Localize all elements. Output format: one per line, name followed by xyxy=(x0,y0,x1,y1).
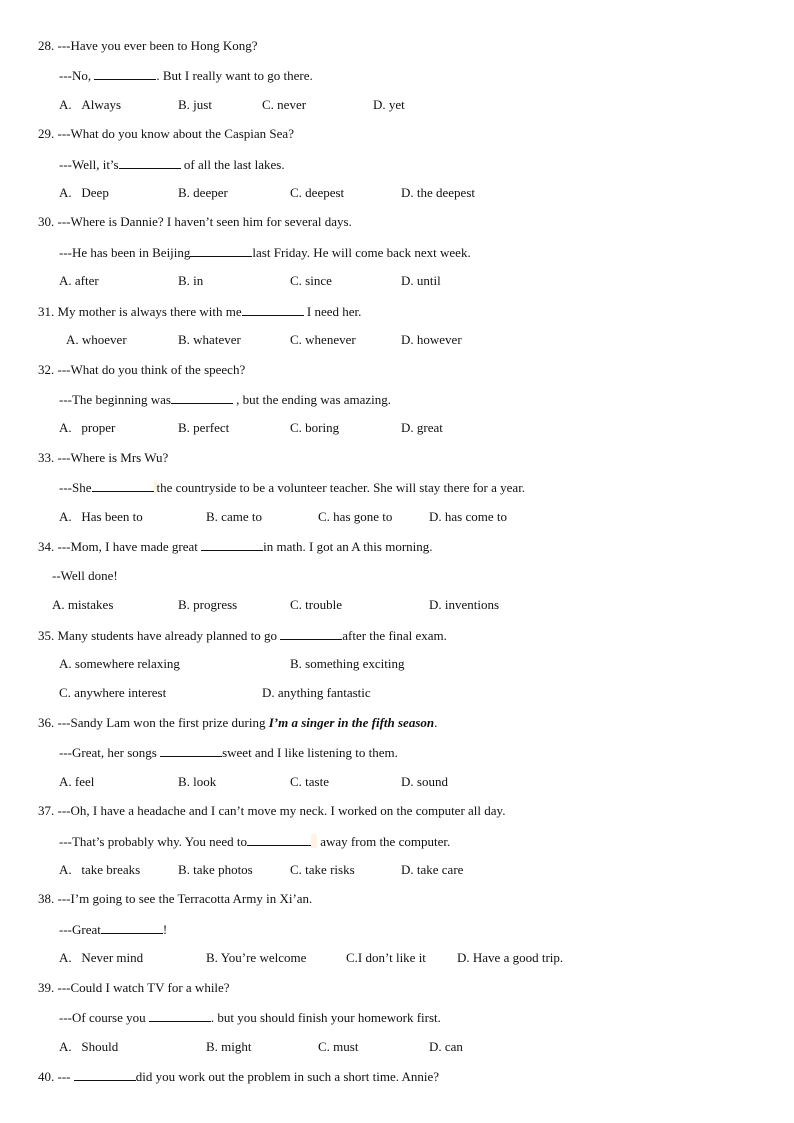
answer-blank[interactable] xyxy=(160,744,222,757)
reply-text: away from the computer. xyxy=(317,834,451,849)
question-36-answer-line xyxy=(59,744,398,761)
reply-text: the countryside to be a volunteer teacher. She will stay there for a year. xyxy=(156,480,526,495)
question-36-option-d[interactable]: D. sound xyxy=(401,774,448,789)
reply-text: ---That’s probably why. You need to xyxy=(59,834,247,849)
question-38-option-b[interactable]: B. You’re welcome xyxy=(206,950,307,965)
question-32-option-a[interactable]: A. proper xyxy=(59,420,116,435)
question-36-stem xyxy=(38,715,437,731)
question-32-option-b[interactable]: B. perfect xyxy=(178,420,230,435)
question-39-option-d[interactable]: D. can xyxy=(429,1039,463,1054)
question-33-answer-line xyxy=(59,479,525,496)
question-28-answer-line xyxy=(59,67,313,84)
question-29-option-b[interactable]: B. deeper xyxy=(178,185,228,200)
question-35-option-d[interactable]: D. anything fantastic xyxy=(262,685,371,700)
question-34-option-d[interactable]: D. inventions xyxy=(429,597,500,612)
question-38-answer-line xyxy=(59,921,167,938)
reply-text: ---She xyxy=(59,480,92,495)
question-35-option-a[interactable]: A. somewhere relaxing xyxy=(59,656,180,671)
question-32-option-d[interactable]: D. great xyxy=(401,420,443,435)
question-37-stem xyxy=(38,803,505,819)
question-28-option-c[interactable]: C. never xyxy=(262,97,307,112)
question-29-option-a[interactable]: A. Deep xyxy=(59,185,109,200)
question-34-option-a[interactable]: A. mistakes xyxy=(52,597,114,612)
answer-blank[interactable] xyxy=(190,244,252,257)
question-text: 40. --- xyxy=(38,1069,74,1084)
reply-text: of all the last lakes. xyxy=(180,157,285,172)
question-text: 37. ---Oh, I have a headache and I can’t move my neck. I worked on the computer all day. xyxy=(38,803,506,818)
question-28-option-d[interactable]: D. yet xyxy=(373,97,405,112)
question-text: . xyxy=(434,715,438,730)
question-text: 29. ---What do you know about the Caspian Sea? xyxy=(38,126,294,141)
question-text: I need her. xyxy=(303,304,362,319)
question-38-option-d[interactable]: D. Have a good trip. xyxy=(457,950,564,965)
reply-text: . but you should finish your homework first. xyxy=(210,1010,441,1025)
question-30-option-d[interactable]: D. until xyxy=(401,273,441,288)
reply-text: sweet and I like listening to them. xyxy=(222,745,398,760)
question-39-answer-line xyxy=(59,1009,441,1026)
reply-text: ---Great xyxy=(59,922,101,937)
question-34-option-c[interactable]: C. trouble xyxy=(290,597,342,612)
question-29-stem xyxy=(38,126,294,142)
question-text: 35. Many students have already planned to go xyxy=(38,628,281,643)
question-33-option-c[interactable]: C. has gone to xyxy=(318,509,393,524)
question-text: in math. I got an A this morning. xyxy=(263,539,433,554)
question-31-option-b[interactable]: B. whatever xyxy=(178,332,241,347)
question-38-stem xyxy=(38,891,312,907)
answer-blank[interactable] xyxy=(74,1068,136,1081)
show-title: I’m a singer in the fifth season xyxy=(268,715,435,730)
answer-blank[interactable] xyxy=(149,1009,211,1022)
question-29-answer-line xyxy=(59,156,285,173)
question-29-option-d[interactable]: D. the deepest xyxy=(401,185,476,200)
question-37-option-b[interactable]: B. take photos xyxy=(178,862,253,877)
question-31-option-c[interactable]: C. whenever xyxy=(290,332,356,347)
reply-text: ---Great, her songs xyxy=(59,745,161,760)
question-38-option-c[interactable]: C.I don’t like it xyxy=(346,950,426,965)
question-text: did you work out the problem in such a short time. Annie? xyxy=(135,1069,440,1084)
question-36-option-a[interactable]: A. feel xyxy=(59,774,95,789)
question-text: 28. ---Have you ever been to Hong Kong? xyxy=(38,38,258,53)
question-text: 36. ---Sandy Lam won the first prize during xyxy=(38,715,269,730)
question-35-stem xyxy=(38,627,447,644)
answer-blank[interactable] xyxy=(119,156,181,169)
answer-blank[interactable] xyxy=(171,391,233,404)
answer-blank[interactable] xyxy=(201,538,263,551)
question-33-option-a[interactable]: A. Has been to xyxy=(59,509,143,524)
answer-blank[interactable] xyxy=(247,833,311,846)
question-37-answer-line xyxy=(59,833,450,850)
question-text: 39. ---Could I watch TV for a while? xyxy=(38,980,230,995)
question-37-option-d[interactable]: D. take care xyxy=(401,862,464,877)
reply-text: ---The beginning was xyxy=(59,392,171,407)
question-39-option-c[interactable]: C. must xyxy=(318,1039,359,1054)
question-33-option-b[interactable]: B. came to xyxy=(206,509,262,524)
question-30-option-b[interactable]: B. in xyxy=(178,273,204,288)
reply-text: ---No, xyxy=(59,68,95,83)
question-35-option-c[interactable]: C. anywhere interest xyxy=(59,685,167,700)
question-35-option-b[interactable]: B. something exciting xyxy=(290,656,405,671)
question-29-option-c[interactable]: C. deepest xyxy=(290,185,345,200)
reply-text: ! xyxy=(162,922,168,937)
answer-blank[interactable] xyxy=(92,479,154,492)
reply-text: . But I really want to go there. xyxy=(156,68,313,83)
question-text: after the final exam. xyxy=(342,628,447,643)
answer-blank[interactable] xyxy=(94,67,156,80)
reply-text: ---Well, it’s xyxy=(59,157,119,172)
reply-text: , but the ending was amazing. xyxy=(232,392,392,407)
question-30-option-a[interactable]: A. after xyxy=(59,273,99,288)
question-38-option-a[interactable]: A. Never mind xyxy=(59,950,144,965)
question-32-option-c[interactable]: C. boring xyxy=(290,420,340,435)
question-34-stem xyxy=(38,538,433,555)
question-39-option-b[interactable]: B. might xyxy=(206,1039,252,1054)
answer-blank[interactable] xyxy=(101,921,163,934)
question-28-option-b[interactable]: B. just xyxy=(178,97,212,112)
question-33-stem xyxy=(38,450,168,466)
question-text: 33. ---Where is Mrs Wu? xyxy=(38,450,169,465)
question-32-stem xyxy=(38,362,245,378)
question-text: 30. ---Where is Dannie? I haven’t seen him for several days. xyxy=(38,214,352,229)
question-text: 32. ---What do you think of the speech? xyxy=(38,362,246,377)
question-text: 38. ---I’m going to see the Terracotta Army in Xi’an. xyxy=(38,891,313,906)
question-31-stem xyxy=(38,303,361,320)
question-36-option-b[interactable]: B. look xyxy=(178,774,217,789)
question-30-option-c[interactable]: C. since xyxy=(290,273,332,288)
question-40-stem xyxy=(38,1068,439,1085)
question-text: 34. ---Mom, I have made great xyxy=(38,539,202,554)
reply-text: --Well done! xyxy=(52,568,118,583)
answer-blank[interactable] xyxy=(280,627,342,640)
question-30-stem xyxy=(38,214,352,230)
question-28-stem xyxy=(38,38,257,54)
question-32-answer-line xyxy=(59,391,391,408)
question-31-option-a[interactable]: A. whoever xyxy=(66,332,127,347)
question-37-option-c[interactable]: C. take risks xyxy=(290,862,355,877)
answer-blank[interactable] xyxy=(242,303,304,316)
reply-text: last Friday. He will come back next week. xyxy=(252,245,471,260)
reply-text: ---Of course you xyxy=(59,1010,149,1025)
question-30-answer-line xyxy=(59,244,471,261)
question-39-stem xyxy=(38,980,230,996)
question-33-option-d[interactable]: D. has come to xyxy=(429,509,507,524)
question-34-reply xyxy=(52,568,118,584)
question-39-option-a[interactable]: A. Should xyxy=(59,1039,119,1054)
question-31-option-d[interactable]: D. however xyxy=(401,332,462,347)
question-37-option-a[interactable]: A. take breaks xyxy=(59,862,141,877)
reply-text: ---He has been in Beijing xyxy=(59,245,191,260)
question-34-option-b[interactable]: B. progress xyxy=(178,597,238,612)
question-36-option-c[interactable]: C. taste xyxy=(290,774,329,789)
question-28-option-a[interactable]: A. Always xyxy=(59,97,122,112)
question-text: 31. My mother is always there with me xyxy=(38,304,242,319)
